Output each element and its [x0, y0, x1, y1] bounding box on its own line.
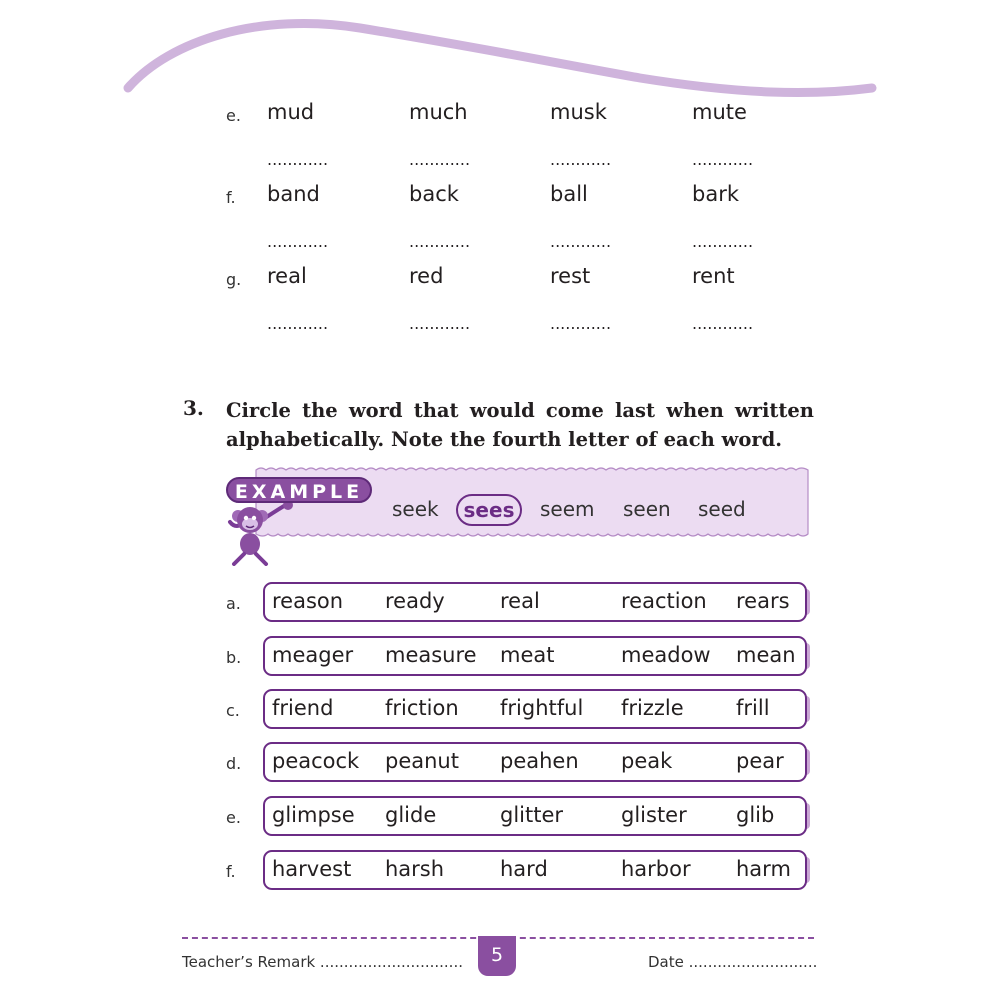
answer-blank[interactable]: ............: [409, 314, 471, 333]
answer-blank[interactable]: ............: [409, 232, 471, 251]
word-option[interactable]: peahen: [500, 749, 579, 773]
answer-blank[interactable]: ............: [550, 232, 612, 251]
word: real: [267, 264, 307, 288]
exercise-row-a: [0, 582, 1000, 622]
word-option[interactable]: measure: [385, 643, 477, 667]
answer-blank[interactable]: ............: [267, 150, 329, 169]
word-option[interactable]: harsh: [385, 857, 445, 881]
word-option[interactable]: glimpse: [272, 803, 355, 827]
word-option[interactable]: meat: [500, 643, 555, 667]
answer-blank[interactable]: ............: [550, 314, 612, 333]
row-letter: e.: [226, 808, 241, 827]
exercise-row-f: [0, 850, 1000, 890]
example-word: seed: [698, 497, 746, 521]
word-option[interactable]: meager: [272, 643, 354, 667]
date-field[interactable]: Date ...........................: [648, 953, 818, 971]
example-word: seen: [623, 497, 671, 521]
word: ball: [550, 182, 588, 206]
word-option[interactable]: harvest: [272, 857, 352, 881]
word: red: [409, 264, 444, 288]
word-option[interactable]: peak: [621, 749, 673, 773]
word-option[interactable]: reaction: [621, 589, 707, 613]
row-letter: e.: [226, 106, 241, 125]
example-word-circled: sees: [463, 498, 515, 522]
exercise-row-d: [0, 742, 1000, 782]
row-letter: g.: [226, 270, 242, 289]
word-option[interactable]: harbor: [621, 857, 691, 881]
word-option[interactable]: hard: [500, 857, 548, 881]
word-row-e: [0, 100, 1000, 130]
word-option[interactable]: real: [500, 589, 540, 613]
word-option[interactable]: peanut: [385, 749, 459, 773]
word-option[interactable]: rears: [736, 589, 790, 613]
word-option[interactable]: peacock: [272, 749, 360, 773]
answer-blank[interactable]: ............: [692, 150, 754, 169]
row-letter: f.: [226, 188, 236, 207]
word-option[interactable]: glister: [621, 803, 687, 827]
teacher-remark-field[interactable]: Teacher’s Remark ..............................: [182, 953, 463, 971]
word-option[interactable]: frill: [736, 696, 770, 720]
word: band: [267, 182, 320, 206]
word-option[interactable]: harm: [736, 857, 791, 881]
word: musk: [550, 100, 607, 124]
word-option[interactable]: glitter: [500, 803, 564, 827]
monkey-mascot-icon: [222, 500, 300, 566]
word-option[interactable]: friction: [385, 696, 459, 720]
word-option[interactable]: mean: [736, 643, 796, 667]
exercise-row-b: [0, 636, 1000, 676]
answer-blank[interactable]: ............: [267, 314, 329, 333]
answer-blank[interactable]: ............: [692, 314, 754, 333]
example-label: EXAMPLE: [226, 477, 372, 503]
question-instruction: Circle the word that would come last when written alphabetically. Note the fourth letter of each word.: [226, 399, 814, 451]
word: mud: [267, 100, 315, 124]
page-number-badge: 5: [478, 936, 516, 976]
word-row-f: [0, 182, 1000, 212]
answer-blank[interactable]: ............: [692, 232, 754, 251]
row-letter: b.: [226, 648, 242, 667]
word-option[interactable]: frightful: [500, 696, 584, 720]
word-option[interactable]: friend: [272, 696, 334, 720]
word-option[interactable]: frizzle: [621, 696, 684, 720]
word-option[interactable]: meadow: [621, 643, 711, 667]
word-option[interactable]: glide: [385, 803, 437, 827]
question-number: 3.: [183, 396, 204, 420]
word: much: [409, 100, 468, 124]
word-option[interactable]: reason: [272, 589, 344, 613]
answer-blank[interactable]: ............: [409, 150, 471, 169]
row-letter: d.: [226, 754, 242, 773]
word: mute: [692, 100, 747, 124]
example-word: seem: [540, 497, 595, 521]
word-option[interactable]: ready: [385, 589, 445, 613]
word-row-g: [0, 264, 1000, 294]
word: rent: [692, 264, 735, 288]
word: back: [409, 182, 459, 206]
answer-blank[interactable]: ............: [267, 232, 329, 251]
exercise-row-c: [0, 689, 1000, 729]
word: rest: [550, 264, 591, 288]
row-letter: f.: [226, 862, 236, 881]
word-option[interactable]: pear: [736, 749, 784, 773]
word-option[interactable]: glib: [736, 803, 775, 827]
row-letter: c.: [226, 701, 240, 720]
exercise-row-e: [0, 796, 1000, 836]
answer-blank[interactable]: ............: [550, 150, 612, 169]
row-letter: a.: [226, 594, 241, 613]
word: bark: [692, 182, 739, 206]
example-word: seek: [392, 497, 439, 521]
